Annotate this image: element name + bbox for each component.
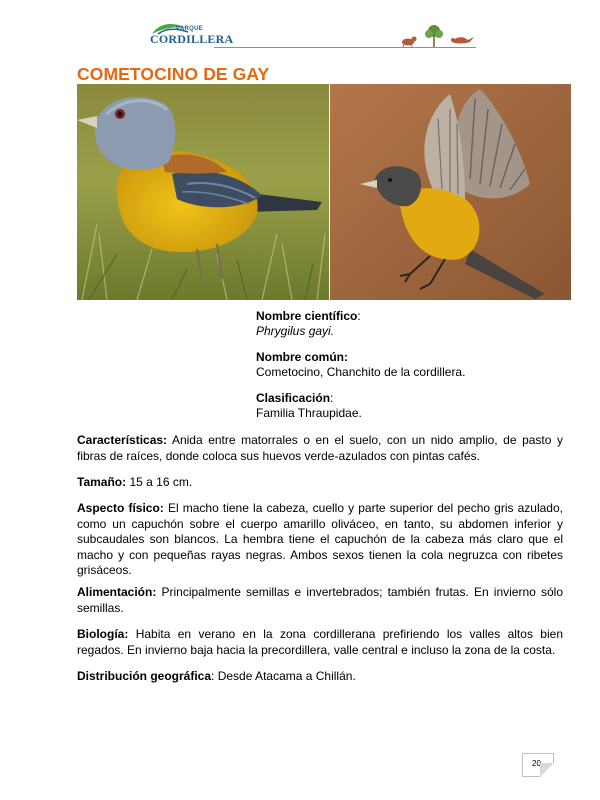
classification-value: Familia Thraupidae. xyxy=(256,405,362,420)
alimentacion-text: Principalmente semillas e invertebrados; también frutas. En invierno sólo semillas. xyxy=(77,585,563,615)
page-curl-icon xyxy=(540,763,554,777)
common-name-value: Cometocino, Chanchito de la cordillera. xyxy=(256,364,466,379)
classification-label: Clasificación xyxy=(256,391,331,405)
biologia-section xyxy=(77,627,563,658)
page-header xyxy=(146,22,476,52)
scientific-name-block xyxy=(256,309,556,338)
aspecto-section xyxy=(77,501,563,579)
biologia-label: Biología: xyxy=(77,627,129,641)
distribucion-text: : Desde Atacama a Chillán. xyxy=(211,669,356,683)
logo-main-text: CORDILLERA xyxy=(150,32,234,46)
page-number: 20 xyxy=(532,759,541,768)
logo-small-text: PARQUE xyxy=(176,26,204,32)
alimentacion-section xyxy=(77,585,563,616)
bird-perched-photo xyxy=(77,84,329,300)
scientific-name-value: Phrygilus gayi. xyxy=(256,323,335,338)
aspecto-label: Aspecto físico: xyxy=(77,501,164,515)
distribucion-section xyxy=(77,669,563,685)
classification-block xyxy=(256,391,556,420)
classification-colon: : xyxy=(330,391,334,405)
caracteristicas-text: Anida entre matorrales o en el suelo, con un nido amplio, de pasto y fibras de raíces, donde coloca sus huevos verde-azulados con pintas cafés. xyxy=(77,433,563,463)
alimentacion-label: Alimentación: xyxy=(77,585,157,599)
biologia-text: Habita en verano en la zona cordillerana prefiriendo los valles altos bien regados. En invierno baja hacia la precordillera, valle central e incluso la zona de la costa. xyxy=(77,627,563,657)
page-number-box xyxy=(522,753,554,777)
scientific-name-label: Nombre científico xyxy=(256,309,358,323)
tamano-label: Tamaño: xyxy=(77,475,127,489)
scientific-name-colon: : xyxy=(357,309,361,323)
caracteristicas-label: Características: xyxy=(77,433,168,447)
tamano-section xyxy=(77,475,563,491)
distribucion-label: Distribución geográfica xyxy=(77,669,212,683)
page-title: COMETOCINO DE GAY xyxy=(77,64,270,84)
tamano-text: 15 a 16 cm. xyxy=(126,475,193,489)
caracteristicas-section xyxy=(77,433,563,464)
bird-flight-photo xyxy=(330,84,571,300)
common-name-label: Nombre común: xyxy=(256,350,349,364)
common-name-block xyxy=(256,350,556,379)
aspecto-text: El macho tiene la cabeza, cuello y parte superior del pecho gris azulado, como un capuchón sobre el cuerpo amarillo oliváceo, en tanto, su abdomen inferior y subcaudales son blancos. La hembra tiene el capuchón de la cabeza más claro que el macho y con pequeñas rayas negras. Ambos sexos tienen la cola negruzca con ribetes grisáceos. xyxy=(77,501,563,577)
header-decoration-icon xyxy=(394,22,476,50)
